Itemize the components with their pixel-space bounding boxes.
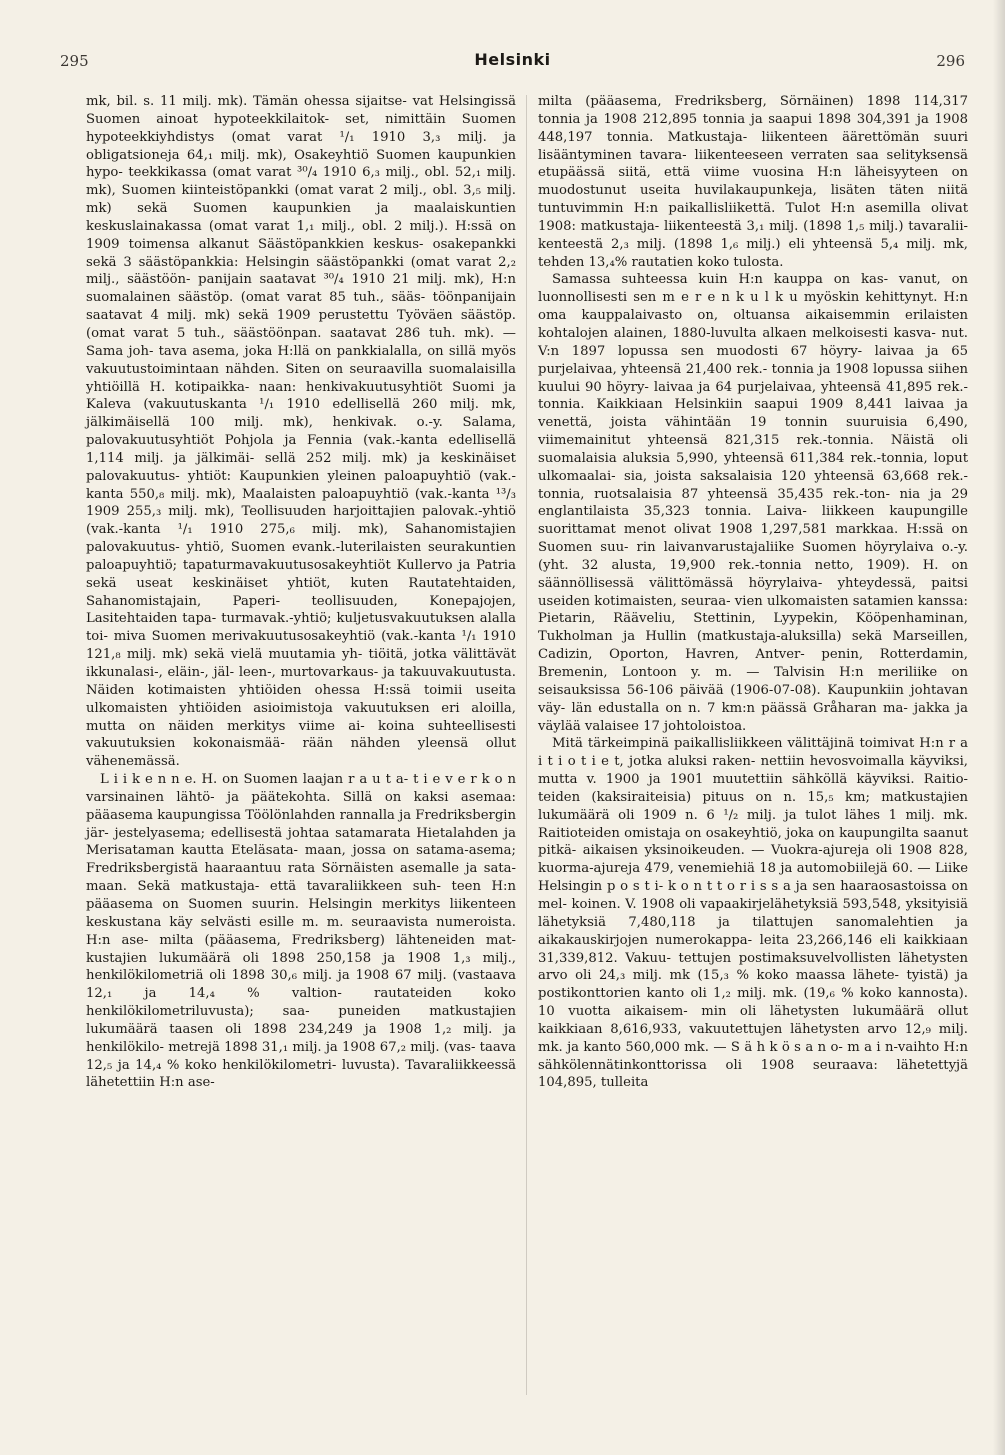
page-edge-shadow <box>993 0 1005 1455</box>
column-divider <box>526 95 527 1395</box>
page-number-left: 295 <box>60 52 89 70</box>
page-number-right: 296 <box>936 52 965 70</box>
page-header <box>60 52 965 78</box>
paragraph: L i i k e n n e. H. on Suomen laajan r a u t a- t i e v e r k o n varsinainen lähtö- ja päätekohta. Sillä on kaksi asemaa: pääasema kaupungissa Töölönlahden rannalla ja Fredriksbergin jär- jestelyasema; edellisestä johtaa satamarata Hietalahden ja Merisataman kautta Eteläsata- maan, jossa on satama-asema; Fredriksbergistä haaraantuu rata Sörnäisten asemalle ja sata- maan. Sekä matkustaja- että tavaraliikkeen suh- teen H:n pääasema on Suomen suurin. Helsingin merkitys liikenteen keskustana käy selvästi esille m. m. seuraavista numeroista. H:n ase- milta (pääasema, Fredriksberg) lähteneiden mat- kustajien lukumäärä oli 1898 250,158 ja 1908 1,₃ milj., henkilökilometriä oli 1898 30,₆ milj. ja 1908 67 milj. (vastaava 12,₁ ja 14,₄ % valtion- rautateiden koko henkilökilometriluvusta); saa- puneiden matkustajien lukumäärä taasen oli 1898 234,249 ja 1908 1,₂ milj. ja henkilökilo- metrejä 1898 31,₁ milj. ja 1908 67,₂ milj. (vas- taava 12,₅ ja 14,₄ % koko henkilökilometri- luvusta). Tavaraliikkeessä lähetettiin H:n ase- <box>86 772 516 1091</box>
running-title: Helsinki <box>474 50 551 69</box>
paragraph: mk, bil. s. 11 milj. mk). Tämän ohessa sijaitse- vat Helsingissä Suomen ainoat hypoteekkilaitok- set, nimittäin Suomen hypoteekkiyhdistys (omat varat ¹/₁ 1910 3,₃ milj. ja obligatsioneja 64,₁ milj. mk), Osakeyhtiö Suomen kaupunkien hypo- teekkikassa (omat varat ³⁰/₄ 1910 6,₃ milj., obl. 52,₁ milj. mk), Suomen kiinteistöpankki (omat varat 2 milj., obl. 3,₅ milj. mk) sekä Suomen kaupunkien ja maalaiskuntien keskuslainakassa (omat varat 1,₁ milj., obl. 2 milj.). H:ssä on 1909 toimensa alkanut Säästöpankkien keskus- osakepankki sekä 3 säästöpankkia: Helsingin säästöpankki (omat varat 2,₂ milj., säästöön- panijain saatavat ³⁰/₄ 1910 21 milj. mk), H:n suomalainen säästöp. (omat varat 85 tuh., sääs- töönpanijain saatavat 4 milj. mk) sekä 1909 perustettu Työväen säästöp. (omat varat 5 tuh., säästöönpan. saatavat 286 tuh. mk). — Sama joh- tava asema, joka H:llä on pankkialalla, on sillä myös vakuutustoimintaan nähden. Siten on seuraavilla suomalaisilla yhtiöillä H. kotipaikka- naan: henkivakuutusyhtiöt Suomi ja Kaleva (vakuutuskanta ¹/₁ 1910 edellisellä 260 milj. mk, jälkimäisellä 100 milj. mk), henkivak. o.-y. Salama, palovakuutusyhtiöt Pohjola ja Fennia (vak.-kanta edellisellä 1,114 milj. ja jälkimäi- sellä 252 milj. mk) ja keskinäiset palovakuutus- yhtiöt: Kaupunkien yleinen paloapuyhtiö (vak.- kanta 550,₈ milj. mk), Maalaisten paloapuyhtiö (vak.-kanta ¹³/₃ 1909 255,₃ milj. mk), Teollisuuden harjoittajien palovak.-yhtiö (vak.-kanta ¹/₁ 1910 275,₆ milj. mk), Sahanomistajien palovakuutus- yhtiö, Suomen evank.-luterilaisten seurakuntien paloapuyhtiö; tapaturmavakuutusosakeyhtiöt Kullervo ja Patria sekä useat keskinäiset yhtiöt, kuten Rautatehtaiden, Sahanomistajain, Paperi- teollisuuden, Konepajojen, Lasitehtaiden tapa- turmavak.-yhtiö; kuljetusvakuutuksen alalla toi- miva Suomen merivakuutusosakeyhtiö (vak.-kanta ¹/₁ 1910 121,₈ milj. mk) sekä vielä muutamia yh- tiöitä, jotka välittävät ikkunalasi-, eläin-, jäl- leen-, murtovarkaus- ja takuuvakuutusta. Näiden kotimaisten yhtiöiden ohessa H:ssä toimii useita ulkomaisten yhtiöiden asioimistoja vakuutuksen eri aloilla, mutta on näiden merkitys viime ai- koina suhteellisesti vakuutuksien kokonaismää- rään nähden yleensä ollut vähenemässä. <box>86 94 516 770</box>
right-column <box>538 93 968 1092</box>
paragraph: Samassa suhteessa kuin H:n kauppa on kas- vanut, on luonnollisesti sen m e r e n k u l k u myöskin kehittynyt. H:n oma kauppalaivasto on, oltuansa aikaisemmin erilaisten kohtalojen alainen, 1880-luvulta alkaen melkoisesti kasva- nut. V:n 1897 lopussa sen muodosti 67 höyry- laivaa ja 65 purjelaivaa, yhteensä 21,400 rek.- tonnia ja 1908 lopussa siihen kuului 90 höyry- laivaa ja 64 purjelaivaa, yhteensä 41,895 rek.- tonnia. Kaikkiaan Helsinkiin saapui 1909 8,441 laivaa ja venettä, joista vähintään 19 tonnin suuruisia 6,490, viimemainitut yhteensä 821,315 rek.-tonnia. Näistä oli suomalaisia aluksia 5,990, yhteensä 611,384 rek.-tonnia, loput ulkomaalai- sia, joista saksalaisia 120 yhteensä 63,668 rek.- tonnia, ruotsalaisia 87 yhteensä 35,435 rek.-ton- nia ja 29 englantilaista 35,323 tonnia. Laiva- liikkeen kaupungille suorittamat menot olivat 1908 1,297,581 markkaa. H:ssä on Suomen suu- rin laivanvarustajaliike Suomen höyrylaiva o.-y. (yht. 32 alusta, 19,900 rek.-tonnia netto, 1909). H. on säännöllisessä välittömässä höyrylaiva- yhteydessä, paitsi useiden kotimaisten, seuraa- vien ulkomaisten satamien kanssa: Pietarin, Rääveliu, Stettinin, Lyypekin, Kööpenhaminan, Tukholman ja Hullin (matkustaja-aluksilla) sekä Marseillen, Cadizin, Oporton, Havren, Antver- penin, Rotterdamin, Bremenin, Lontoon y. m. — Talvisin H:n meriliike on seisauksissa 56-106 päivää (1906-07-08). Kaupunkiin johtavan väy- län edustalla on n. 7 km:n päässä Gråharan ma- jakka ja väylää valaisee 17 johtoloistoa. <box>538 272 968 734</box>
paragraph: milta (pääasema, Fredriksberg, Sörnäinen) 1898 114,317 tonnia ja 1908 212,895 tonnia ja saapui 1898 304,391 ja 1908 448,197 tonnia. Matkustaja- liikenteen äärettömän suuri lisääntyminen tavara- liikenteeseen verraten saa selityksensä etupäässä siitä, että viime vuosina H:n läheisyyteen on muodostunut useita huvilakaupunkeja, lisäten täten niitä tuntuvimmin H:n paikallisliikettä. Tulot H:n asemilla olivat 1908: matkustaja- liikenteestä 3,₁ milj. (1898 1,₅ milj.) tavaralii- kenteestä 2,₃ milj. (1898 1,₆ milj.) eli yhteensä 5,₄ milj. mk, tehden 13,₄% rautatien koko tulosta. <box>538 94 968 270</box>
left-column <box>86 93 516 1092</box>
paragraph: Mitä tärkeimpinä paikallisliikkeen välittäjinä toimivat H:n r a i t i o t i e t, jotka aluksi raken- nettiin hevosvoimalla käyviksi, mutta v. 1900 ja 1901 muutettiin sähköllä käyviksi. Raitio- teiden (kaksiraiteisia) pituus on n. 15,₅ km; matkustajien lukumäärä oli 1909 n. 6 ¹/₂ milj. ja tulot lähes 1 milj. mk. Raitioteiden omistaja on osakeyhtiö, joka on kaupungilta saanut pitkä- aikaisen yksinoikeuden. — Vuokra-ajureja oli 1908 828, kuorma-ajureja 479, venemiehiä 18 ja automobiilejä 60. — Liike Helsingin p o s t i- k o n t t o r i s s a ja sen haaraosastoissa on mel- koinen. V. 1908 oli vapaakirjelähetyksiä 593,548, yksityisiä lähetyksiä 7,480,118 ja tilattujen sanomalehtien ja aikakauskirjojen numerokappa- leita 23,266,146 eli kaikkiaan 31,339,812. Vakuu- tettujen postimaksuvelvollisten lähetysten arvo oli 24,₃ milj. mk (15,₃ % koko maassa lähete- tyistä) ja postikonttorien kanto oli 1,₂ milj. mk. (19,₆ % koko kannosta). 10 vuotta aikaisem- min oli lähetysten lukumäärä ollut kaikkiaan 8,616,933, vakuutettujen lähetysten arvo 12,₉ milj. mk. ja kanto 560,000 mk. — S ä h k ö s a n o- m a i n-vaihto H:n sähkölennätinkonttorissa oli 1908 seuraava: lähetettyjä 104,895, tulleita <box>538 736 968 1091</box>
